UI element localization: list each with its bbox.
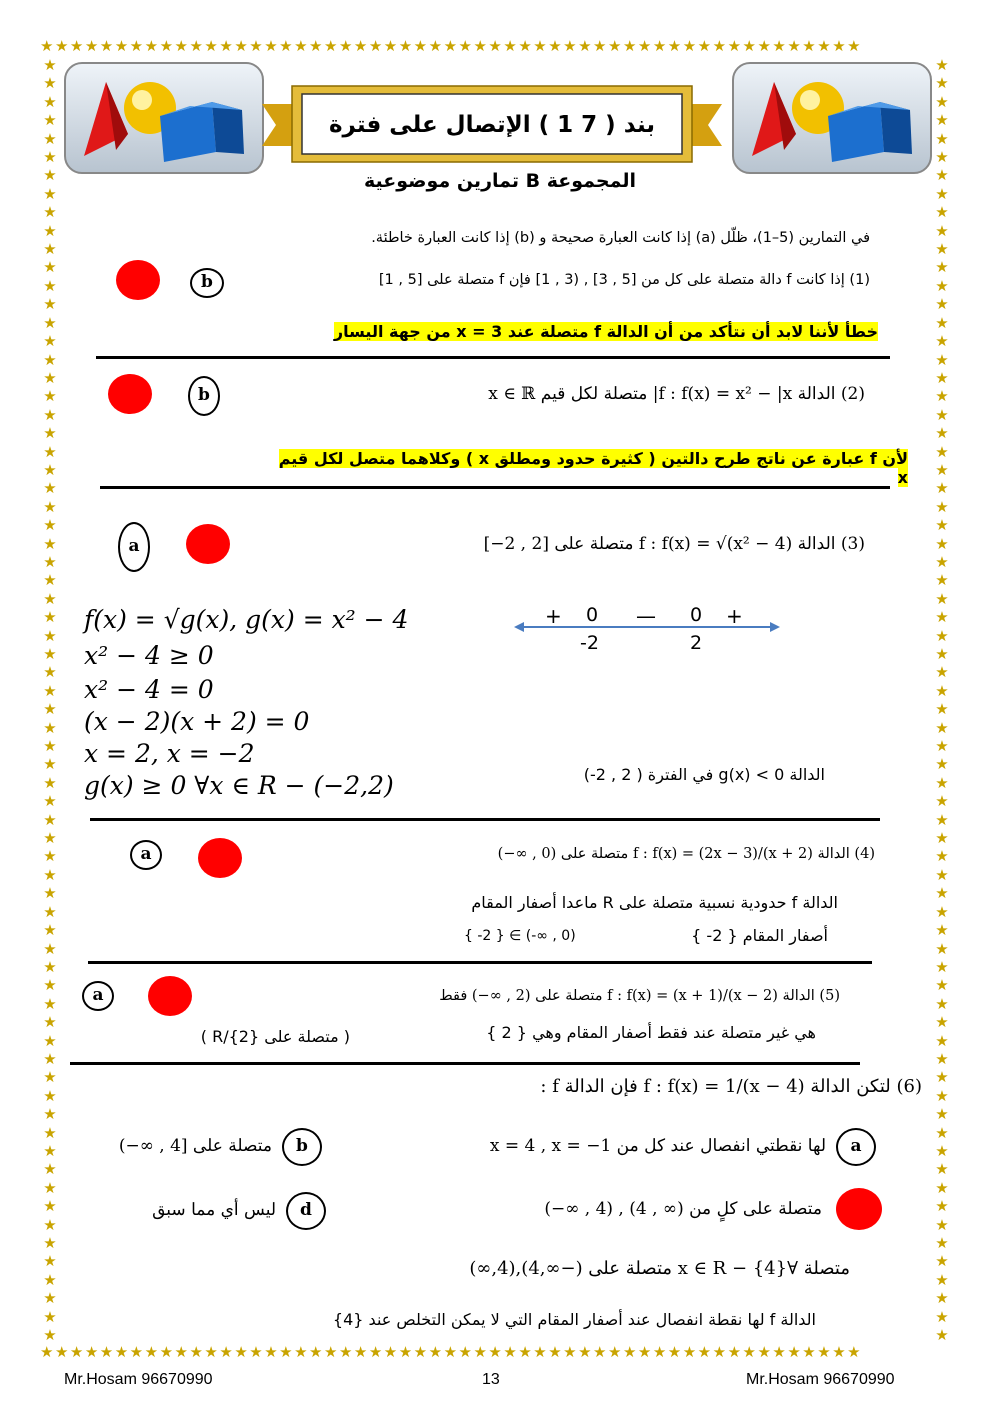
work-line: x = 2, x = −2	[84, 739, 255, 768]
divider	[88, 961, 872, 964]
divider	[70, 1062, 860, 1065]
q4-interval-check: { -2 } ∈ (-∞ , 0)	[464, 928, 576, 944]
answer-marker	[148, 976, 192, 1016]
option-b-badge: b	[282, 1128, 322, 1166]
option-d: ليس أي مما سبق	[152, 1200, 276, 1220]
work-line: f(x) = √g(x), g(x) = x² − 4	[84, 605, 409, 634]
sign-minus: —	[636, 604, 656, 628]
answer-badge: a	[82, 981, 114, 1011]
sign-plus: +	[545, 604, 562, 628]
star-border-bottom: ★★★★★★★★★★★★★★★★★★★★★★★★★★★★★★★★★★★★★★★★★★★★★★★★★★★★★★★	[40, 1343, 863, 1361]
question-1: (1) إذا كانت f دالة متصلة على كل من [5 , 3] , (3 , 1] فإن f متصلة على [5 , 1]	[378, 272, 870, 288]
geometric-shapes-icon	[734, 64, 930, 172]
logo-right	[732, 62, 932, 174]
root-label: 2	[690, 632, 703, 654]
work-line: (x − 2)(x + 2) = 0	[84, 707, 310, 736]
section-subtitle: المجموعة B تمارين موضوعية	[364, 170, 636, 192]
instructions: في التمارين (5–1)، ظلّل (a) إذا كانت العبارة صحيحة و (b) إذا كانت العبارة خاطئة.	[371, 230, 870, 246]
page-title: بند ( 7 1 ) الإتصال على فترة	[328, 112, 656, 138]
option-c: متصلة على كلٍ من (∞ , 4) , (4 , ∞−)	[544, 1199, 822, 1219]
explanation-1: خطأ لأننا لابد أن نتأكد من أن الدالة f متصلة عند x = 3 من جهة اليسار	[333, 322, 878, 341]
footer-right: Mr.Hosam 96670990	[746, 1371, 895, 1388]
question-2: (2) الدالة f : f(x) = x² − |x| متصلة لكل قيم x ∈ ℝ	[488, 384, 865, 404]
option-a-badge: a	[836, 1128, 876, 1166]
question-5: (5) الدالة f : f(x) = (x + 1)/(x − 2) متصلة على (2 , ∞−) فقط	[439, 988, 840, 1004]
option-d-badge: d	[286, 1192, 326, 1230]
divider	[90, 818, 880, 821]
sign-plus: +	[726, 604, 743, 628]
q5-explanation: هي غير متصلة عند فقط أصفار المقام وهي { 2 }	[486, 1023, 816, 1042]
q6-explanation: متصلة ∀x ∈ R − {4} متصلة على (−∞,4),(4,∞)	[469, 1258, 850, 1279]
footer-left: Mr.Hosam 96670990	[64, 1371, 213, 1388]
star-border-left: ★ ★ ★ ★ ★ ★ ★ ★ ★ ★ ★ ★ ★ ★ ★ ★ ★ ★ ★ ★ ★ ★ ★ ★ ★ ★ ★ ★ ★ ★ ★ ★ ★ ★ ★ ★ ★ ★ ★ ★ ★ ★ ★ ★ ★ ★ ★ ★ ★ ★ ★ ★ ★ ★ ★ ★ ★ ★ ★ ★ ★ ★ ★ ★ ★ ★ ★ ★ ★ ★	[43, 56, 57, 1342]
option-b: متصلة على [4 , ∞−)	[118, 1136, 272, 1156]
q4-denominator-zeros: أصفار المقام { 2- }	[691, 926, 828, 945]
answer-marker	[108, 374, 152, 414]
q5-continuity-note: ( متصلة على {R/{2 )	[200, 1027, 350, 1046]
answer-badge: b	[188, 376, 220, 416]
work-line: g(x) ≥ 0 ∀x ∈ R − (−2,2)	[84, 771, 394, 800]
page-number: 13	[482, 1371, 500, 1388]
answer-marker	[198, 838, 242, 878]
q3-note: الدالة g(x) < 0 في الفترة ( 2 , 2-)	[583, 765, 825, 784]
question-6-stem: (6) لتكن الدالة f : f(x) = 1/(x − 4) فإن الدالة f :	[540, 1076, 922, 1097]
option-a: لها نقطتي انفصال عند كل من x = 4 , x = −1	[489, 1136, 826, 1156]
star-border-right: ★ ★ ★ ★ ★ ★ ★ ★ ★ ★ ★ ★ ★ ★ ★ ★ ★ ★ ★ ★ ★ ★ ★ ★ ★ ★ ★ ★ ★ ★ ★ ★ ★ ★ ★ ★ ★ ★ ★ ★ ★ ★ ★ ★ ★ ★ ★ ★ ★ ★ ★ ★ ★ ★ ★ ★ ★ ★ ★ ★ ★ ★ ★ ★ ★ ★ ★ ★ ★ ★	[935, 56, 949, 1342]
divider	[100, 486, 890, 489]
star-border-top: ★★★★★★★★★★★★★★★★★★★★★★★★★★★★★★★★★★★★★★★★★★★★★★★★★★★★★★★	[40, 37, 863, 55]
q4-explanation: الدالة f حدودية نسبية متصلة على R ماعدا أصفار المقام	[471, 893, 838, 912]
divider	[96, 356, 890, 359]
question-3: (3) الدالة f : f(x) = √(x² − 4) متصلة على [2 , 2−]	[483, 534, 865, 554]
answer-marker	[186, 524, 230, 564]
answer-badge: b	[190, 268, 224, 298]
sign-zero: 0	[690, 604, 703, 626]
work-line: x² − 4 = 0	[84, 675, 214, 704]
explanation-2: لأن f عبارة عن ناتج طرح دالتين ( كثيرة حدود ومطلق x ) وكلاهما متصل لكل قيم x	[278, 449, 908, 487]
root-label: -2	[580, 632, 599, 654]
q6-conclusion: الدالة f لها نقطة انفصال عند أصفار المقام التي لا يمكن التخلص عند {4}	[332, 1310, 816, 1329]
answer-badge: a	[118, 522, 150, 572]
logo-left	[64, 62, 264, 174]
work-line: x² − 4 ≥ 0	[84, 641, 214, 670]
answer-marker	[116, 260, 160, 300]
answer-marker	[836, 1188, 882, 1230]
answer-badge: a	[130, 840, 162, 870]
geometric-shapes-icon	[66, 64, 262, 172]
question-4: (4) الدالة f : f(x) = (2x − 3)/(x + 2) متصلة على (0 , ∞−)	[497, 846, 875, 862]
sign-zero: 0	[586, 604, 599, 626]
